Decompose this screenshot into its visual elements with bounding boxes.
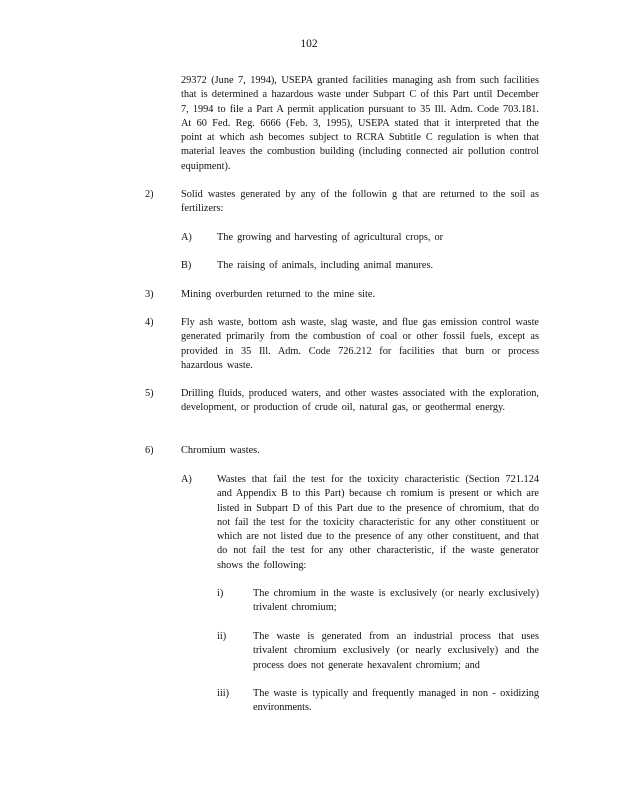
item-4-marker: 4) <box>145 317 154 328</box>
item-3-marker: 3) <box>145 289 154 300</box>
item-6a-i-marker: i) <box>217 588 224 599</box>
item-6a-iii-text: The waste is typically and frequently managed in non - oxidizing environments. <box>253 688 539 714</box>
item-5-marker: 5) <box>145 388 154 399</box>
item-6a-ii-marker: ii) <box>217 631 227 642</box>
item-2-text: Solid wastes generated by any of the followin g that are returned to the soil as fertilizers: <box>181 189 539 215</box>
item-6-text: Chromium wastes. <box>181 445 260 456</box>
item-6-marker: 6) <box>145 445 154 456</box>
item-6a-marker: A) <box>181 474 192 485</box>
item-5-text: Drilling fluids, produced waters, and other wastes associated with the exploration, development, or production of crude oil, natural gas, or geothermal energy. <box>181 388 539 414</box>
item-6a-text: Wastes that fail the test for the toxicity characteristic (Section 721.124 and Appendix B to this Part) because ch romium is present or which are listed in Subpart D of this Part due to the presence of chromium, that do not fail the test for the toxicity characteristic for any other constituent or which are not listed due to the presence of any other constituent, and that do not fail the test for any other characteristic, if the waste generator shows the following: <box>217 474 539 571</box>
page-number: 102 <box>300 38 318 50</box>
item-6a-iii-marker: iii) <box>217 688 230 699</box>
item-2-marker: 2) <box>145 189 154 200</box>
item-2b-text: The raising of animals, including animal manures. <box>217 260 434 271</box>
item-2a-text: The growing and harvesting of agricultural crops, or <box>217 232 444 243</box>
item-4-text: Fly ash waste, bottom ash waste, slag waste, and flue gas emission control waste generated primarily from the combustion of coal or other fossil fuels, except as provided in 35 Ill. Adm. Code 726.212 for facilities that burn or process hazardous waste. <box>181 317 539 371</box>
item-2a-marker: A) <box>181 232 192 243</box>
item-6a-ii-text: The waste is generated from an industrial process that uses trivalent chromium exclusively (or nearly exclusively) and the process does not generate hexavalent chromium; and <box>253 631 539 671</box>
item-2b-marker: B) <box>181 260 192 271</box>
item-6a-i-text: The chromium in the waste is exclusively (or nearly exclusively) trivalent chromium; <box>253 588 539 614</box>
intro-paragraph: 29372 (June 7, 1994), USEPA granted facilities managing ash from such facilities that is determined a hazardous waste under Subpart C of this Part until December 7, 1994 to file a Part A permit application pursuant to 35 Ill. Adm. Code 703.181. At 60 Fed. Reg. 6666 (Feb. 3, 1995), USEPA stated that it interpreted that the point at which ash becomes subject to RCRA Subtitle C regulation is when that material leaves the combustion building (including connected air pollution control equipment). <box>181 75 539 172</box>
item-3-text: Mining overburden returned to the mine site. <box>181 289 376 300</box>
